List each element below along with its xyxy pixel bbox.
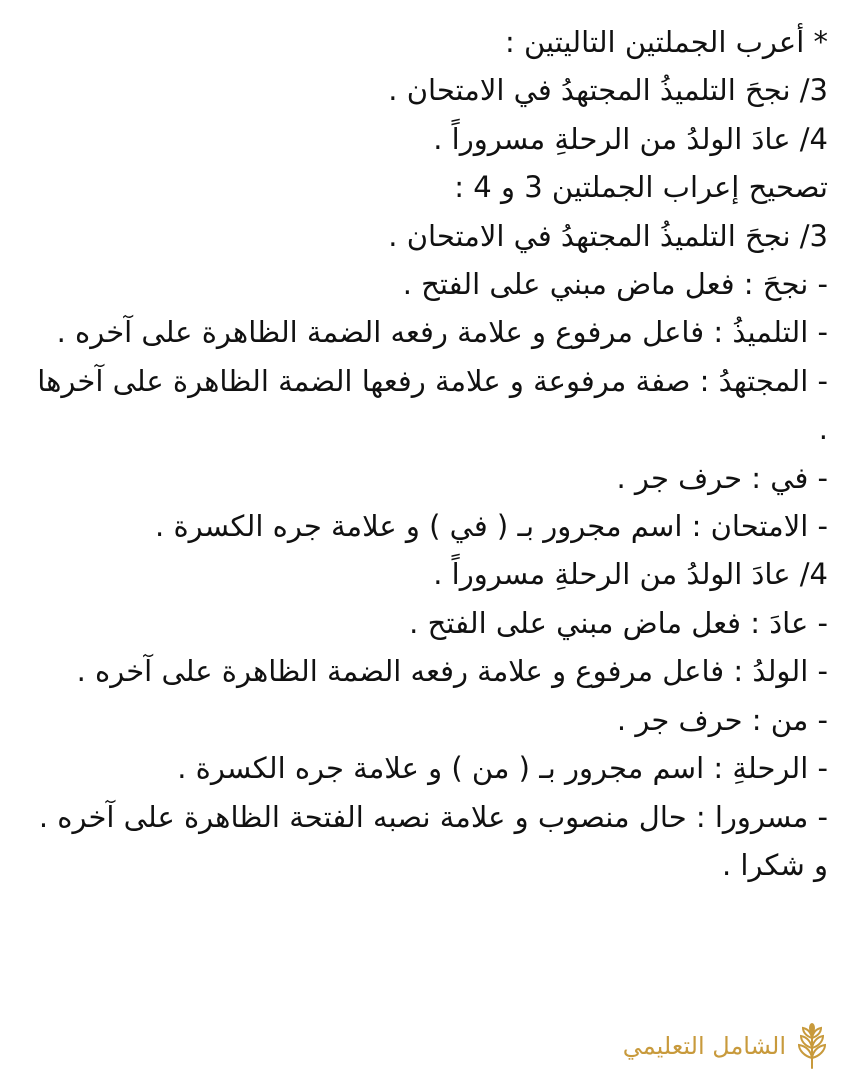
parse-line: - من : حرف جر . [616,702,828,737]
sentence-4-repeat: 4/ عادَ الولدُ من الرحلةِ مسروراً . [433,557,828,592]
exercise-instruction: * أعرب الجملتين التاليتين : [504,25,828,59]
watermark-text: الشامل التعليمي [622,1032,786,1060]
closing-thanks: و شكرا . [721,847,828,882]
parse-line: - الرحلةِ : اسم مجرور بـ ( من ) و علامة جره الكسرة . [177,751,828,786]
parse-line: - نجحَ : فعل ماض مبني على الفتح . [402,267,828,302]
exercise-text [30,18,828,889]
sentence-3-repeat: 3/ نجحَ التلميذُ المجتهدُ في الامتحان . [388,218,828,253]
parse-line: - في : حرف جر . [616,460,828,495]
parse-line: - الامتحان : اسم مجرور بـ ( في ) و علامة جره الكسرة . [155,509,828,544]
parse-line: - المجتهدُ : صفة مرفوعة و علامة رفعها الضمة الظاهرة على آخرها . [37,363,828,447]
watermark [623,1022,832,1070]
parse-line: - عادَ : فعل ماض مبني على الفتح . [409,605,828,640]
sentence-4: 4/ عادَ الولدُ من الرحلةِ مسروراً . [433,121,828,156]
wheat-logo-icon [792,1022,832,1070]
parse-line: - مسرورا : حال منصوب و علامة نصبه الفتحة الظاهرة على آخره . [38,799,828,834]
parse-line: - الولدُ : فاعل مرفوع و علامة رفعه الضمة الظاهرة على آخره . [76,654,828,689]
parse-line: - التلميذُ : فاعل مرفوع و علامة رفعه الضمة الظاهرة على آخره . [56,315,828,350]
sentence-3: 3/ نجحَ التلميذُ المجتهدُ في الامتحان . [388,73,828,108]
correction-heading: تصحيح إعراب الجملتين 3 و 4 : [454,170,828,205]
